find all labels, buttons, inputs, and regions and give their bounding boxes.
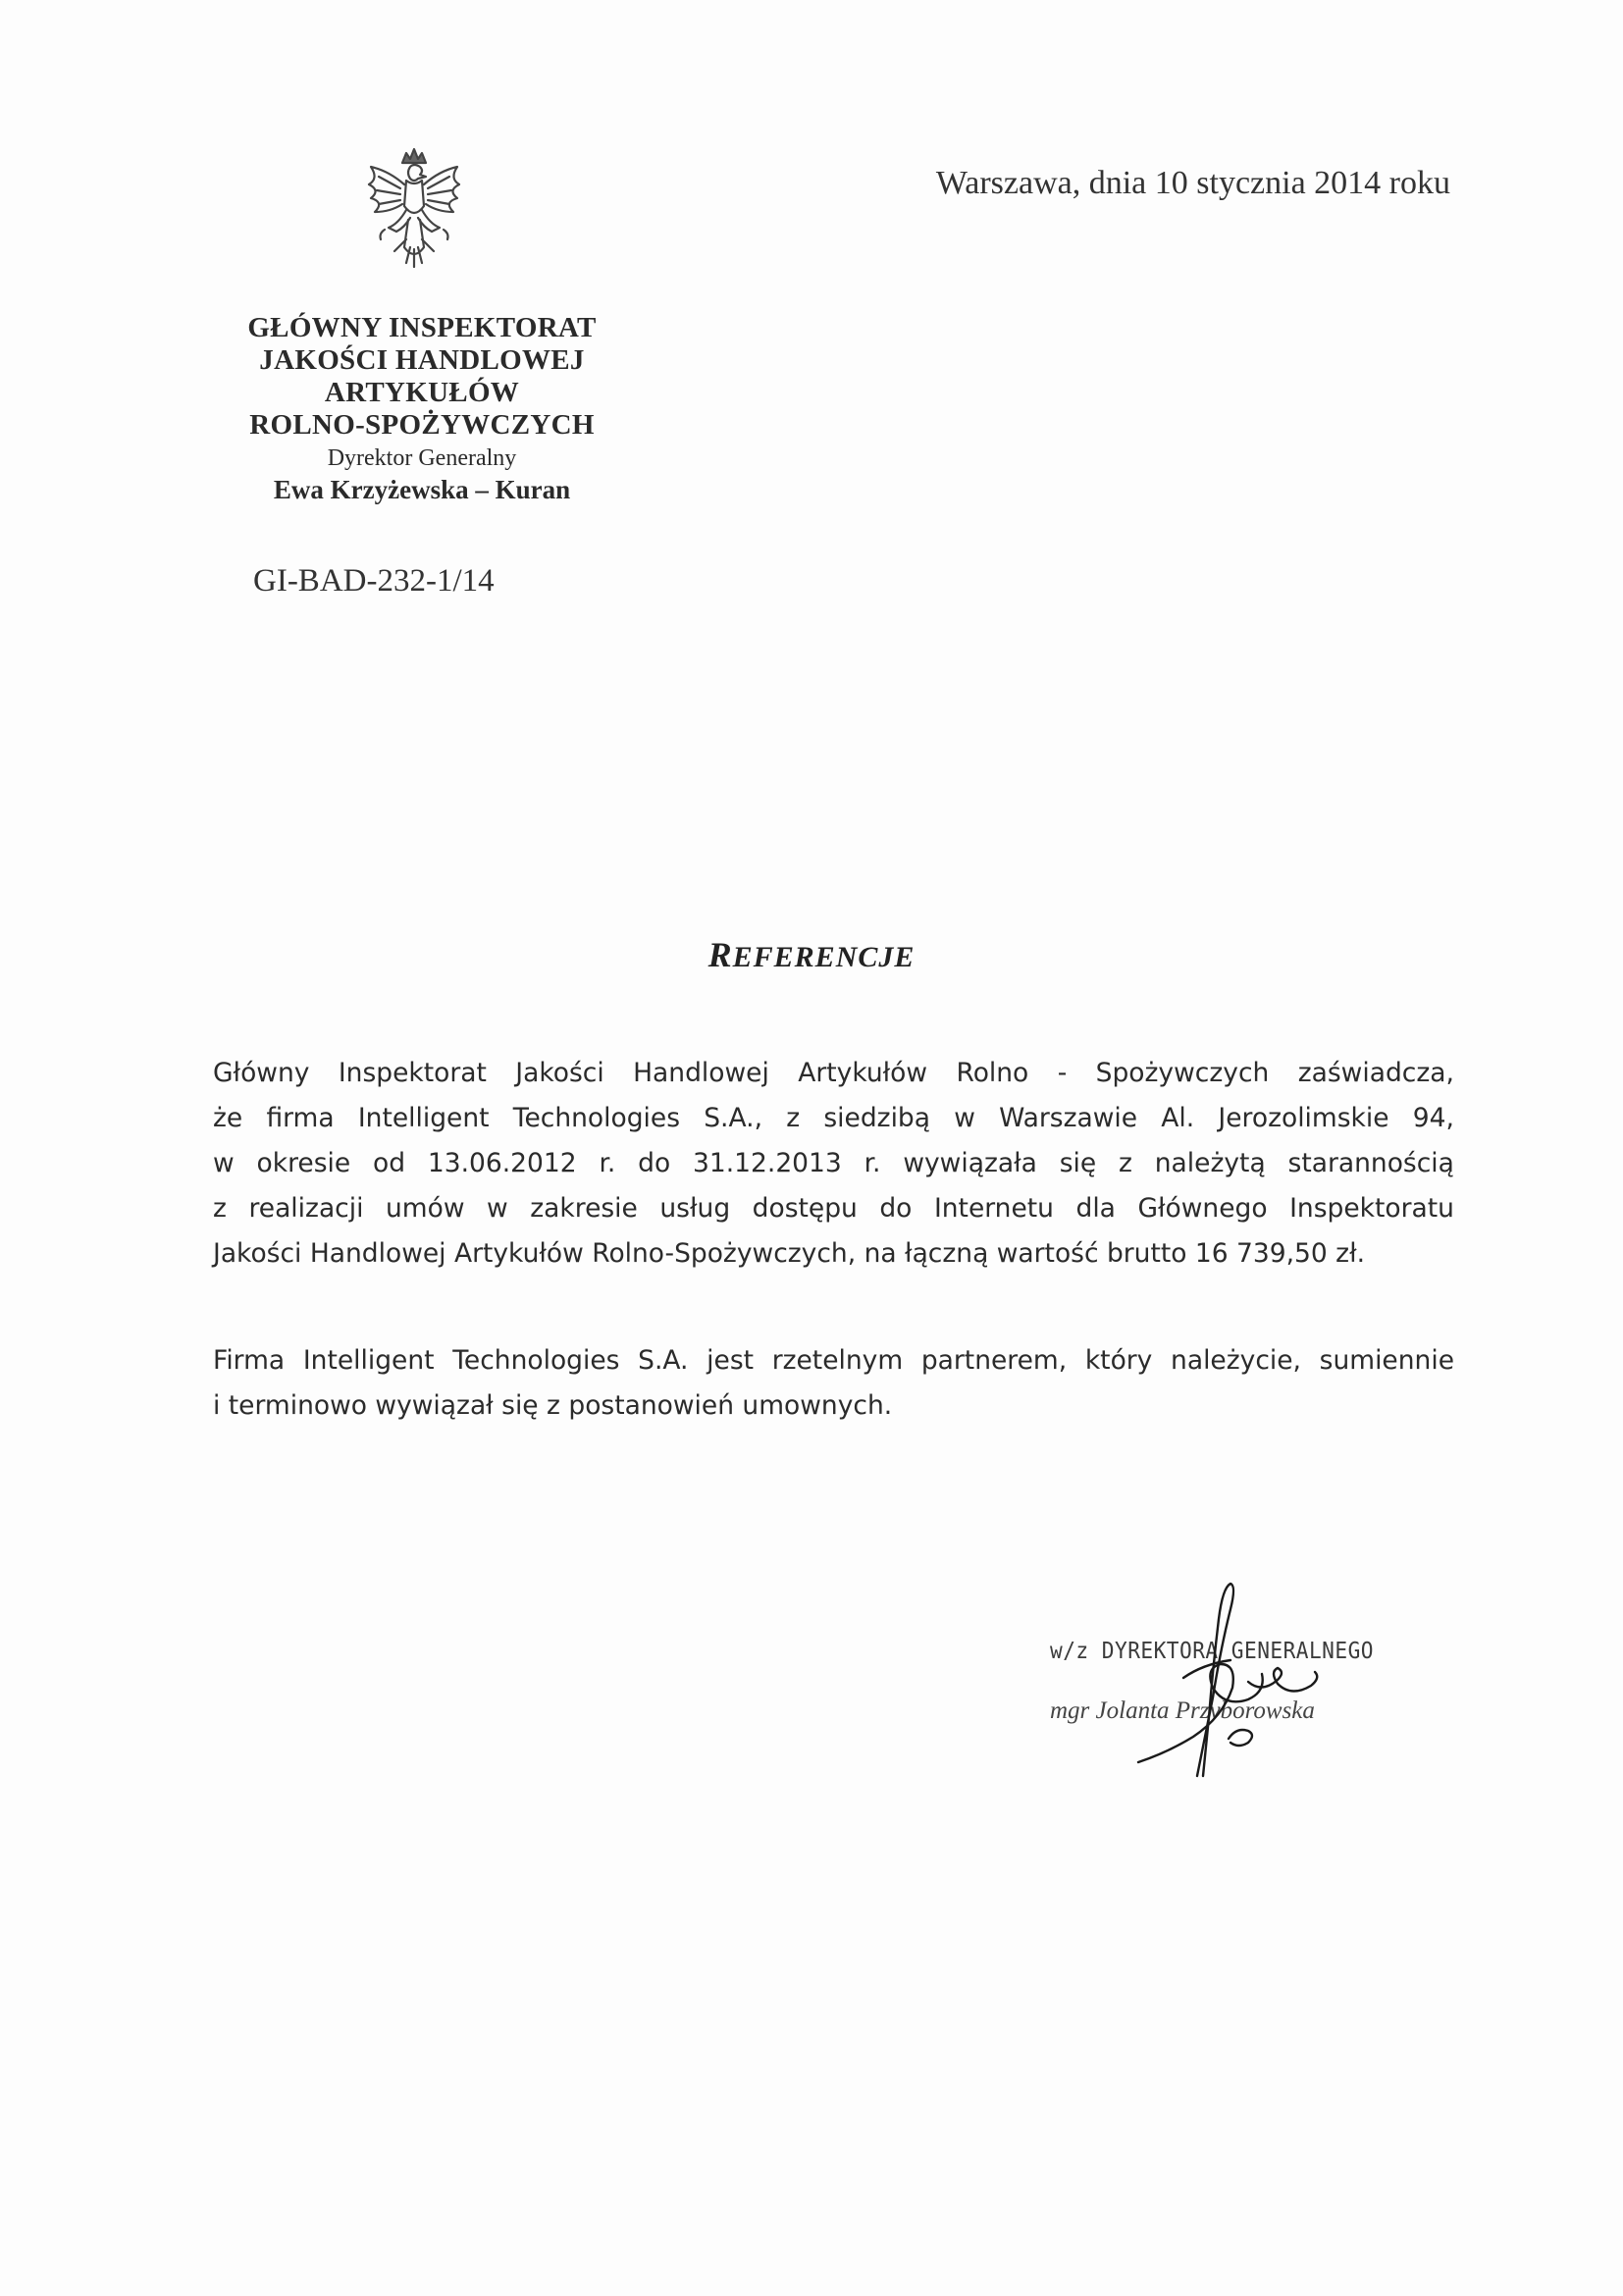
word: w (487, 1193, 508, 1224)
word: siedzibą (823, 1103, 930, 1133)
word: r. (864, 1148, 881, 1178)
document-date: Warszawa, dnia 10 stycznia 2014 roku (935, 165, 1450, 201)
word: sumiennie (1319, 1345, 1454, 1376)
word: Warszawie (999, 1103, 1138, 1133)
word: zaświadcza, (1297, 1058, 1454, 1088)
word: 31.12.2013 (693, 1148, 842, 1178)
word: Intelligent (302, 1345, 435, 1376)
title-first-letter: R (707, 935, 733, 974)
word: 13.06.2012 (427, 1148, 577, 1178)
signature-block (1021, 1570, 1452, 1805)
word: firma (266, 1103, 335, 1133)
paragraph-line (213, 1141, 1454, 1186)
reference-number: GI-BAD-232-1/14 (253, 563, 495, 599)
word: należycie, (1171, 1345, 1301, 1376)
body-paragraph-1 (213, 1051, 1454, 1277)
letterhead-line: GŁÓWNY INSPEKTORAT (247, 312, 597, 343)
word: Główny (213, 1058, 310, 1088)
word: partnerem, (920, 1345, 1068, 1376)
word: w (213, 1148, 235, 1178)
word: jest (707, 1345, 755, 1376)
word: umów (386, 1193, 465, 1224)
letterhead-line: JAKOŚCI HANDLOWEJ (259, 344, 585, 376)
body-paragraph-2 (213, 1338, 1454, 1429)
word: należytą (1154, 1148, 1266, 1178)
word: się (1059, 1148, 1097, 1178)
word: z (1119, 1148, 1132, 1178)
paragraph-line (213, 1338, 1454, 1383)
word: - (1057, 1058, 1068, 1088)
word: który (1084, 1345, 1153, 1376)
word: dostępu (752, 1193, 858, 1224)
letterhead-line: ROLNO-SPOŻYWCZYCH (249, 409, 595, 441)
word: dla (1075, 1193, 1116, 1224)
word: zakresie (530, 1193, 638, 1224)
word: Inspektoratu (1289, 1193, 1454, 1224)
word: w (954, 1103, 975, 1133)
word: Intelligent (357, 1103, 490, 1133)
word: Technologies (452, 1345, 620, 1376)
word: Głównego (1137, 1193, 1268, 1224)
paragraph-line (213, 1096, 1454, 1141)
paragraph-line (213, 1186, 1454, 1231)
word: że (213, 1103, 243, 1133)
word: Rolno (956, 1058, 1029, 1088)
letterhead (196, 312, 648, 506)
word: z (213, 1193, 227, 1224)
word: Internetu (933, 1193, 1054, 1224)
word: do (879, 1193, 913, 1224)
word: z (786, 1103, 801, 1133)
word: Spożywczych (1095, 1058, 1270, 1088)
word: okresie (256, 1148, 351, 1178)
word: usług (659, 1193, 731, 1224)
paragraph-line (213, 1051, 1454, 1096)
title-rest: EFERENCJE (732, 941, 916, 973)
word: starannością (1287, 1148, 1454, 1178)
word: od (373, 1148, 406, 1178)
word: S.A., (704, 1103, 762, 1133)
handwritten-signature-icon (1021, 1570, 1452, 1805)
word: r. (599, 1148, 616, 1178)
word: Jakości (515, 1058, 604, 1088)
word: rzetelnym (771, 1345, 904, 1376)
word: Inspektorat (338, 1058, 487, 1088)
word: S.A. (638, 1345, 689, 1376)
signature-stamp-name: mgr Jolanta Przyborowska (1050, 1697, 1315, 1724)
word: Handlowej (633, 1058, 769, 1088)
word: realizacji (248, 1193, 364, 1224)
letterhead-person: Ewa Krzyżewska – Kuran (273, 475, 571, 504)
eagle-emblem-icon (355, 145, 473, 281)
letterhead-role: Dyrektor Generalny (327, 445, 517, 471)
word: do (638, 1148, 671, 1178)
paragraph-line: Jakości Handlowej Artykułów Rolno-Spożywczych, na łączną wartość brutto 16 739,50 zł. (213, 1238, 1366, 1269)
word: Technologies (512, 1103, 681, 1133)
word: Firma (213, 1345, 286, 1376)
letterhead-line: ARTYKUŁÓW (324, 377, 520, 408)
word: wywiązała (903, 1148, 1037, 1178)
word: Jerozolimskie (1218, 1103, 1389, 1133)
document-title (0, 934, 1623, 975)
paragraph-line: i terminowo wywiązał się z postanowień umownych. (213, 1390, 893, 1421)
signature-stamp-title: w/z DYREKTORA GENERALNEGO (1050, 1639, 1374, 1664)
word: Artykułów (798, 1058, 928, 1088)
word: 94, (1412, 1103, 1454, 1133)
word: Al. (1161, 1103, 1195, 1133)
